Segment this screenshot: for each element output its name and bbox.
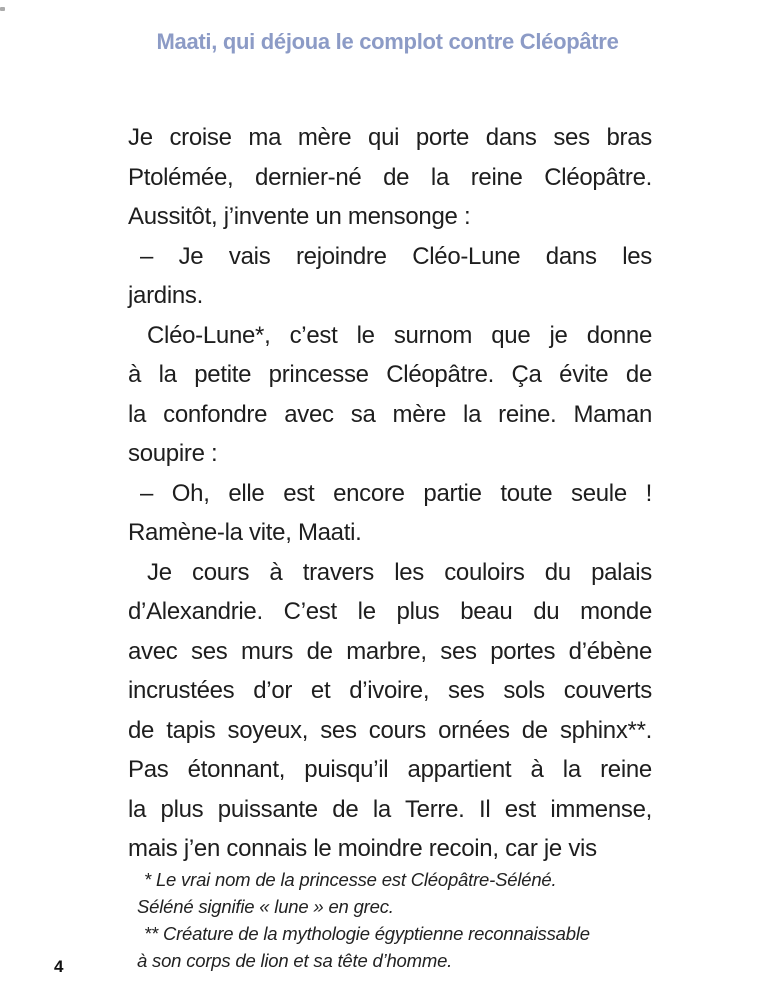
body-line: Ptolémée, dernier-né de la reine Cléopâtre. [128,163,652,191]
body-line: – Oh, elle est encore partie toute seule ! [140,479,652,507]
body-line: de tapis soyeux, ses cours ornées de sphinx**. [128,716,652,744]
footnote-line: Séléné signifie « lune » en grec. [137,896,394,917]
body-line: – Je vais rejoindre Cléo-Lune dans les [140,242,652,270]
body-line: Pas étonnant, puisqu’il appartient à la reine [128,756,652,783]
body-line: mais j’en connais le moindre recoin, car je vis [128,835,597,862]
body-line: incrustées d’or et d’ivoire, ses sols couverts [128,677,652,704]
footnote-line: * Le vrai nom de la princesse est Cléopâtre-Séléné. [144,869,557,890]
footnotes [137,866,697,974]
body-line: la confondre avec sa mère la reine. Maman [128,400,652,428]
body-line: Ramène-la vite, Maati. [128,519,362,546]
body-line: soupire : [128,440,218,467]
chapter-title: Maati, qui déjoua le complot contre Cléopâtre [156,29,619,54]
scan-artifact [0,7,5,11]
body-text [128,118,652,869]
body-line: la plus puissante de la Terre. Il est immense, [128,795,652,823]
footnote-line: à son corps de lion et sa tête d’homme. [137,950,453,971]
body-line: Je cours à travers les couloirs du palais [147,558,652,586]
page-number: 4 [54,957,64,976]
body-line: d’Alexandrie. C’est le plus beau du monde [128,598,652,625]
body-line: avec ses murs de marbre, ses portes d’ébène [128,637,652,665]
footnote-line: ** Créature de la mythologie égyptienne reconnaissable [144,923,590,944]
body-line: à la petite princesse Cléopâtre. Ça évite de [128,361,652,388]
body-line: Aussitôt, j’invente un mensonge : [128,203,471,230]
body-line: jardins. [128,282,203,309]
body-line: Cléo-Lune*, c’est le surnom que je donne [147,321,652,349]
body-line: Je croise ma mère qui porte dans ses bras [128,124,652,151]
